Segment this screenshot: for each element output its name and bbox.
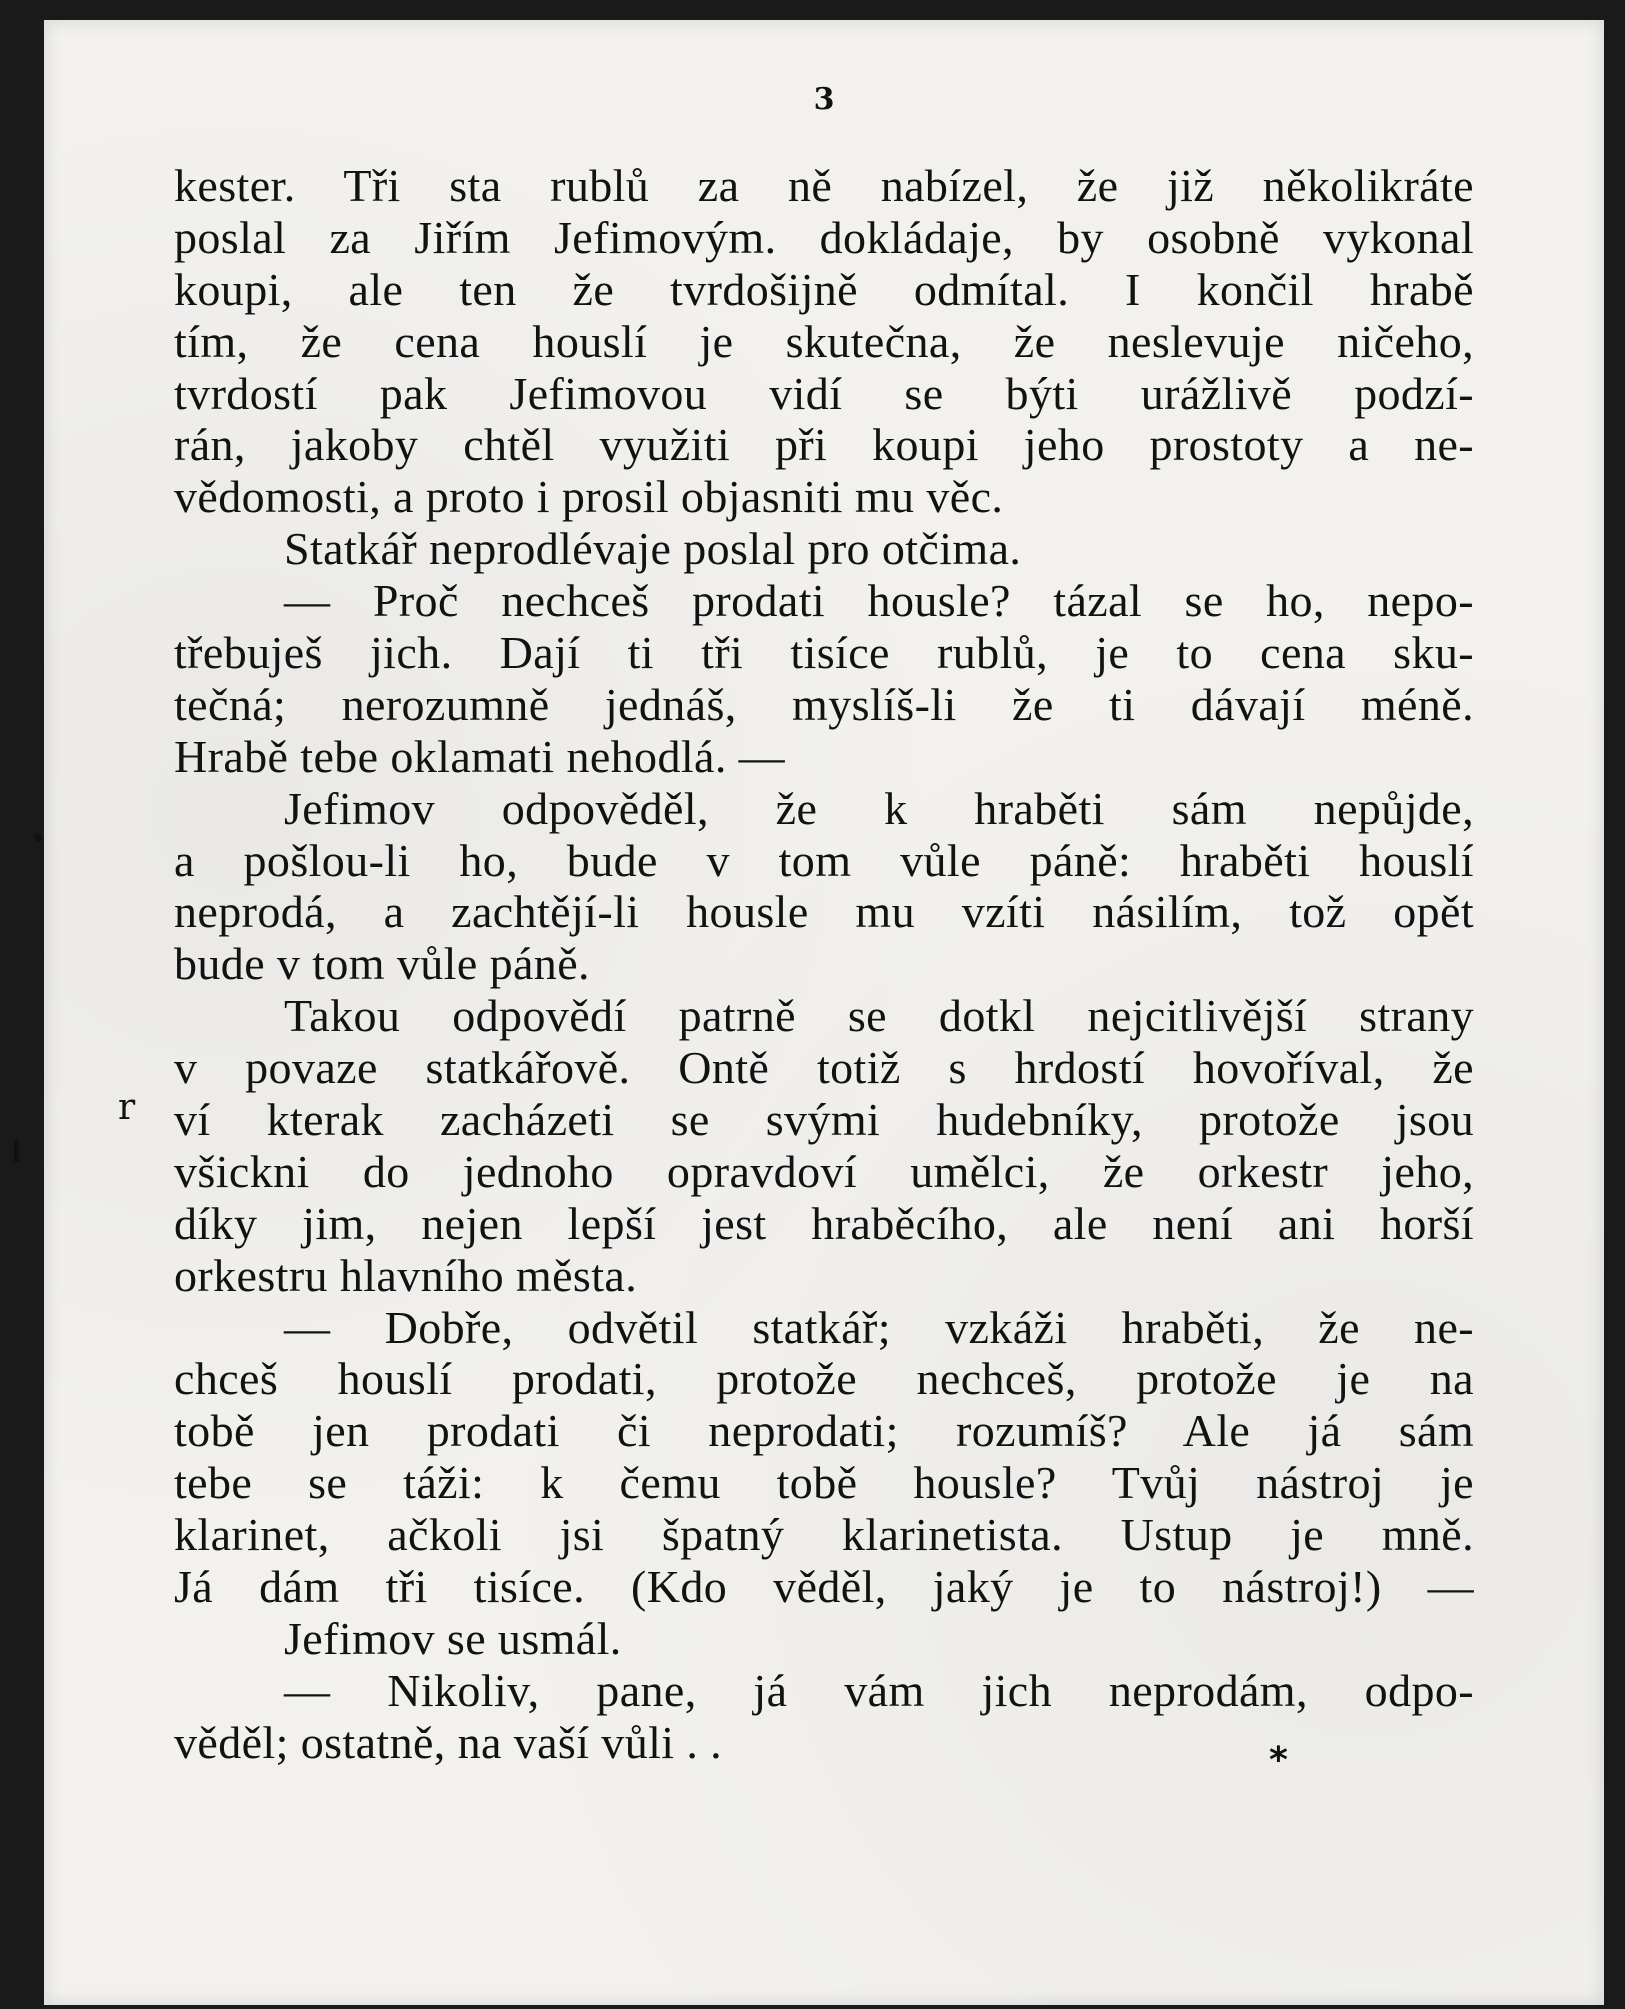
text-line: tečná; nerozumně jednáš, myslíš-li že ti dávají méně.	[174, 678, 1474, 730]
text-line: tím, že cena houslí je skutečna, že neslevuje ničeho,	[174, 315, 1474, 367]
text-line: tebe se táži: k čemu tobě housle? Tvůj nástroj je	[174, 1457, 1474, 1509]
text-line: Já dám tři tisíce. (Kdo věděl, jaký je to nástroj!) —	[174, 1561, 1474, 1613]
text-line: orkestru hlavního města.	[174, 1249, 638, 1301]
text-line: poslal za Jiřím Jefimovým. dokládaje, by osobně vykonal	[174, 211, 1474, 263]
text-line: Jefimov se usmál.	[284, 1612, 622, 1664]
footnote-asterisk: *	[1269, 1740, 1288, 1781]
text-line: klarinet, ačkoli jsi špatný klarinetista. Ustup je mně.	[174, 1509, 1474, 1561]
text-line: Jefimov odpověděl, že k hraběti sám nepůjde,	[284, 782, 1474, 834]
text-line: v povaze statkářově. Ontě totiž s hrdostí hovoříval, že	[174, 1042, 1474, 1094]
text-line: Takou odpovědí patrně se dotkl nejcitlivější strany	[284, 990, 1474, 1042]
margin-bar-mark	[14, 1140, 19, 1162]
text-line: tvrdostí pak Jefimovou vidí se býti urážlivě podzí-	[174, 367, 1474, 419]
book-page	[44, 20, 1604, 2005]
text-line: chceš houslí prodati, protože nechceš, protože je na	[174, 1353, 1474, 1405]
text-line: bude v tom vůle páně.	[174, 938, 590, 990]
text-line: třebuješ jich. Dají ti tři tisíce rublů, je to cena sku-	[174, 627, 1474, 679]
text-line: — Proč nechceš prodati housle? tázal se ho, nepo-	[284, 575, 1474, 627]
text-line: a pošlou-li ho, bude v tom vůle páně: hraběti houslí	[174, 834, 1474, 886]
text-line: ví kterak zacházeti se svými hudebníky, protože jsou	[174, 1094, 1474, 1146]
text-line: rán, jakoby chtěl využiti při koupi jeho prostoty a ne-	[174, 419, 1474, 471]
text-line: — Nikoliv, pane, já vám jich neprodám, odpo-	[284, 1664, 1474, 1716]
body-text	[174, 160, 1474, 1769]
margin-letter-mark: r	[118, 1087, 136, 1128]
margin-dot-mark: •	[30, 822, 47, 855]
text-line: Hrabě tebe oklamati nehodlá. —	[174, 730, 786, 782]
text-line: tobě jen prodati či neprodati; rozumíš? Ale já sám	[174, 1405, 1474, 1457]
text-line: kester. Tři sta rublů za ně nabízel, že již několikráte	[174, 160, 1474, 211]
page-number: 3	[813, 82, 835, 117]
text-line: věděl; ostatně, na vaší vůli . .	[174, 1716, 723, 1768]
text-line: díky jim, nejen lepší jest hraběcího, ale není ani horší	[174, 1197, 1474, 1249]
text-line: koupi, ale ten že tvrdošijně odmítal. I končil hrabě	[174, 263, 1474, 315]
text-line: neprodá, a zachtějí-li housle mu vzíti násilím, tož opět	[174, 886, 1474, 938]
text-line: Statkář neprodlévaje poslal pro otčima.	[284, 523, 1022, 575]
text-line: vědomosti, a proto i prosil objasniti mu věc.	[174, 471, 1004, 523]
text-line: — Dobře, odvětil statkář; vzkáži hraběti, že ne-	[284, 1301, 1474, 1353]
text-line: všickni do jednoho opravdoví umělci, že orkestr jeho,	[174, 1145, 1474, 1197]
